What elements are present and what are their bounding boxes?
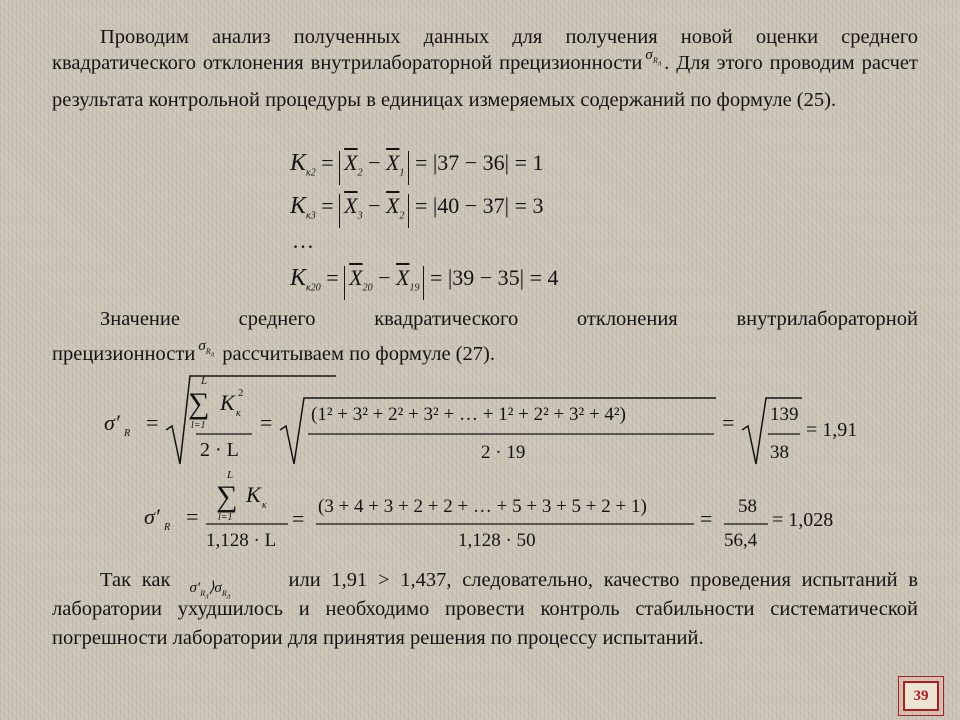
eq-k3-sub: к3 (306, 210, 316, 222)
eq-k2-sub: к2 (306, 167, 316, 179)
eq-k20-x1: $\overline{X}$ (349, 265, 363, 290)
formula-1 (100, 372, 880, 472)
f2-frac-den: 56,4 (724, 530, 758, 551)
page-number: 39 (903, 681, 939, 711)
f2-eq-1: = (186, 504, 199, 529)
f1-lhs: σ′ (104, 410, 120, 435)
eq-k3-x2sub: 2 (399, 210, 405, 222)
eq-k2-lhs: K (290, 150, 307, 176)
sigma-r-symbol-2: σRл (198, 338, 215, 359)
eq-k2-x1: $\overline{X}$ (344, 150, 358, 175)
f2-numerator: (3 + 4 + 3 + 2 + 2 + … + 5 + 3 + 5 + 2 + 1) (318, 496, 647, 517)
eq-k20-x1sub: 20 (362, 282, 373, 294)
formula-2 (140, 466, 860, 556)
sigma-compare-symbol: $\sigma'_{R_л}⟩\sigma_{R_л}$ (189, 580, 231, 601)
f2-den2: 1,128 · 50 (458, 530, 536, 551)
f1-result: = 1,91 (806, 419, 858, 441)
eq-k2-rhs: = |37 − 36| = 1 (414, 150, 544, 175)
equation-dots: … (292, 228, 314, 253)
sigma-r-symbol: σRл (645, 47, 662, 68)
para2-line1 (52, 306, 918, 332)
f1-frac-den: 38 (770, 442, 789, 463)
eq-k20-sub: к20 (306, 282, 321, 294)
eq-k3-rhs: = |40 − 37| = 3 (414, 193, 544, 218)
f2-sum-top: L (227, 469, 234, 481)
para3-start: Так как (100, 569, 171, 591)
f2-den1: 1,128 · L (206, 530, 277, 551)
f1-sigma-sum: ∑ (188, 387, 210, 420)
f1-frac-num: 139 (770, 404, 799, 425)
eq-k20-x2: $\overline{X}$ (396, 265, 410, 290)
f1-eq-2: = (260, 410, 273, 435)
eq-k3-abs: $\overline{X}_3 - \overline{X}_2$ (339, 194, 409, 228)
f2-k-term: K (246, 482, 261, 507)
f1-k-term: K (220, 390, 235, 415)
eq-k20-abs: $\overline{X}_{20} - \overline{X}_{19}$ (344, 266, 424, 300)
para2-text-2b: рассчитываем по формуле (27). (222, 343, 495, 365)
eq-k20-rhs: = |39 − 35| = 4 (429, 265, 559, 290)
eq-k20-x2sub: 19 (409, 282, 420, 294)
conclusion-paragraph (52, 566, 918, 653)
eq-k20-lhs: K (290, 265, 307, 291)
intro-text-2: . Для этого проводим расчет результата контрольной процедуры в единицах измеряемых содержаний по формуле (25). (52, 52, 918, 111)
eq-k3-lhs: K (290, 193, 307, 219)
f2-lhs: σ′ (144, 504, 160, 529)
f2-frac-num: 58 (738, 496, 757, 517)
eq-k2-x1sub: 2 (357, 167, 363, 179)
para3-rest: или 1,91 > 1,437, следовательно, качество проведения испытаний в лаборатории ухудшилось и необходимо провести контроль стабильности систематической погрешности лаборатории для принятия решения по процессу испытаний. (52, 569, 919, 649)
f1-eq-1: = (146, 410, 159, 435)
eq-k2-x2: $\overline{X}$ (386, 150, 400, 175)
equation-k2: $K_{к2} = \overline{X}_2 - \overline{X}_1 = |37 - 36| = 1$ (290, 150, 543, 185)
f2-eq-2: = (292, 506, 305, 531)
equation-k3: $K_{к3} = \overline{X}_3 - \overline{X}_2 = |40 - 37| = 3$ (290, 193, 543, 228)
f1-den2: 2 · 19 (481, 442, 526, 463)
eq-k2-abs: $\overline{X}_2 - \overline{X}_1$ (339, 151, 409, 185)
f2-sum-bottom: l=1 (218, 512, 233, 523)
eq-k3-x1: $\overline{X}$ (344, 193, 358, 218)
eq-k3-x2: $\overline{X}$ (386, 193, 400, 218)
f2-result: = 1,028 (772, 509, 834, 531)
f2-sigma-sum: ∑ (216, 480, 238, 513)
f1-numerator: (1² + 3² + 2² + 3² + … + 1² + 2² + 3² + 4²) (311, 404, 626, 425)
para2-text-1: Значение среднего квадратического отклонения внутрилабораторной (100, 308, 918, 330)
equation-k20: $K_{к20} = \overline{X}_{20} - \overline{X}_{19} = |39 - 35| = 4$ (290, 265, 558, 300)
f1-den1: 2 · L (200, 439, 239, 461)
f1-k-sub: к (236, 408, 241, 419)
f1-lhs-sub: R (124, 428, 131, 439)
f1-sum-top: L (201, 375, 208, 387)
f1-eq-3: = (722, 410, 735, 435)
para2-text-2a: прецизионности (52, 343, 196, 365)
f2-eq-3: = (700, 506, 713, 531)
intro-paragraph (52, 24, 918, 113)
intro-text-1: Проводим анализ полученных данных для получения новой оценки среднего квадратического отклонения внутрилабораторной прецизионности (52, 26, 918, 74)
f1-sum-bottom: l=1 (191, 420, 206, 431)
f2-k-sub: к (262, 500, 267, 511)
f2-lhs-sub: R (164, 522, 171, 533)
eq-k3-x1sub: 3 (357, 210, 363, 222)
eq-k2-x2sub: 1 (399, 167, 405, 179)
f1-k-sup: 2 (238, 387, 244, 399)
